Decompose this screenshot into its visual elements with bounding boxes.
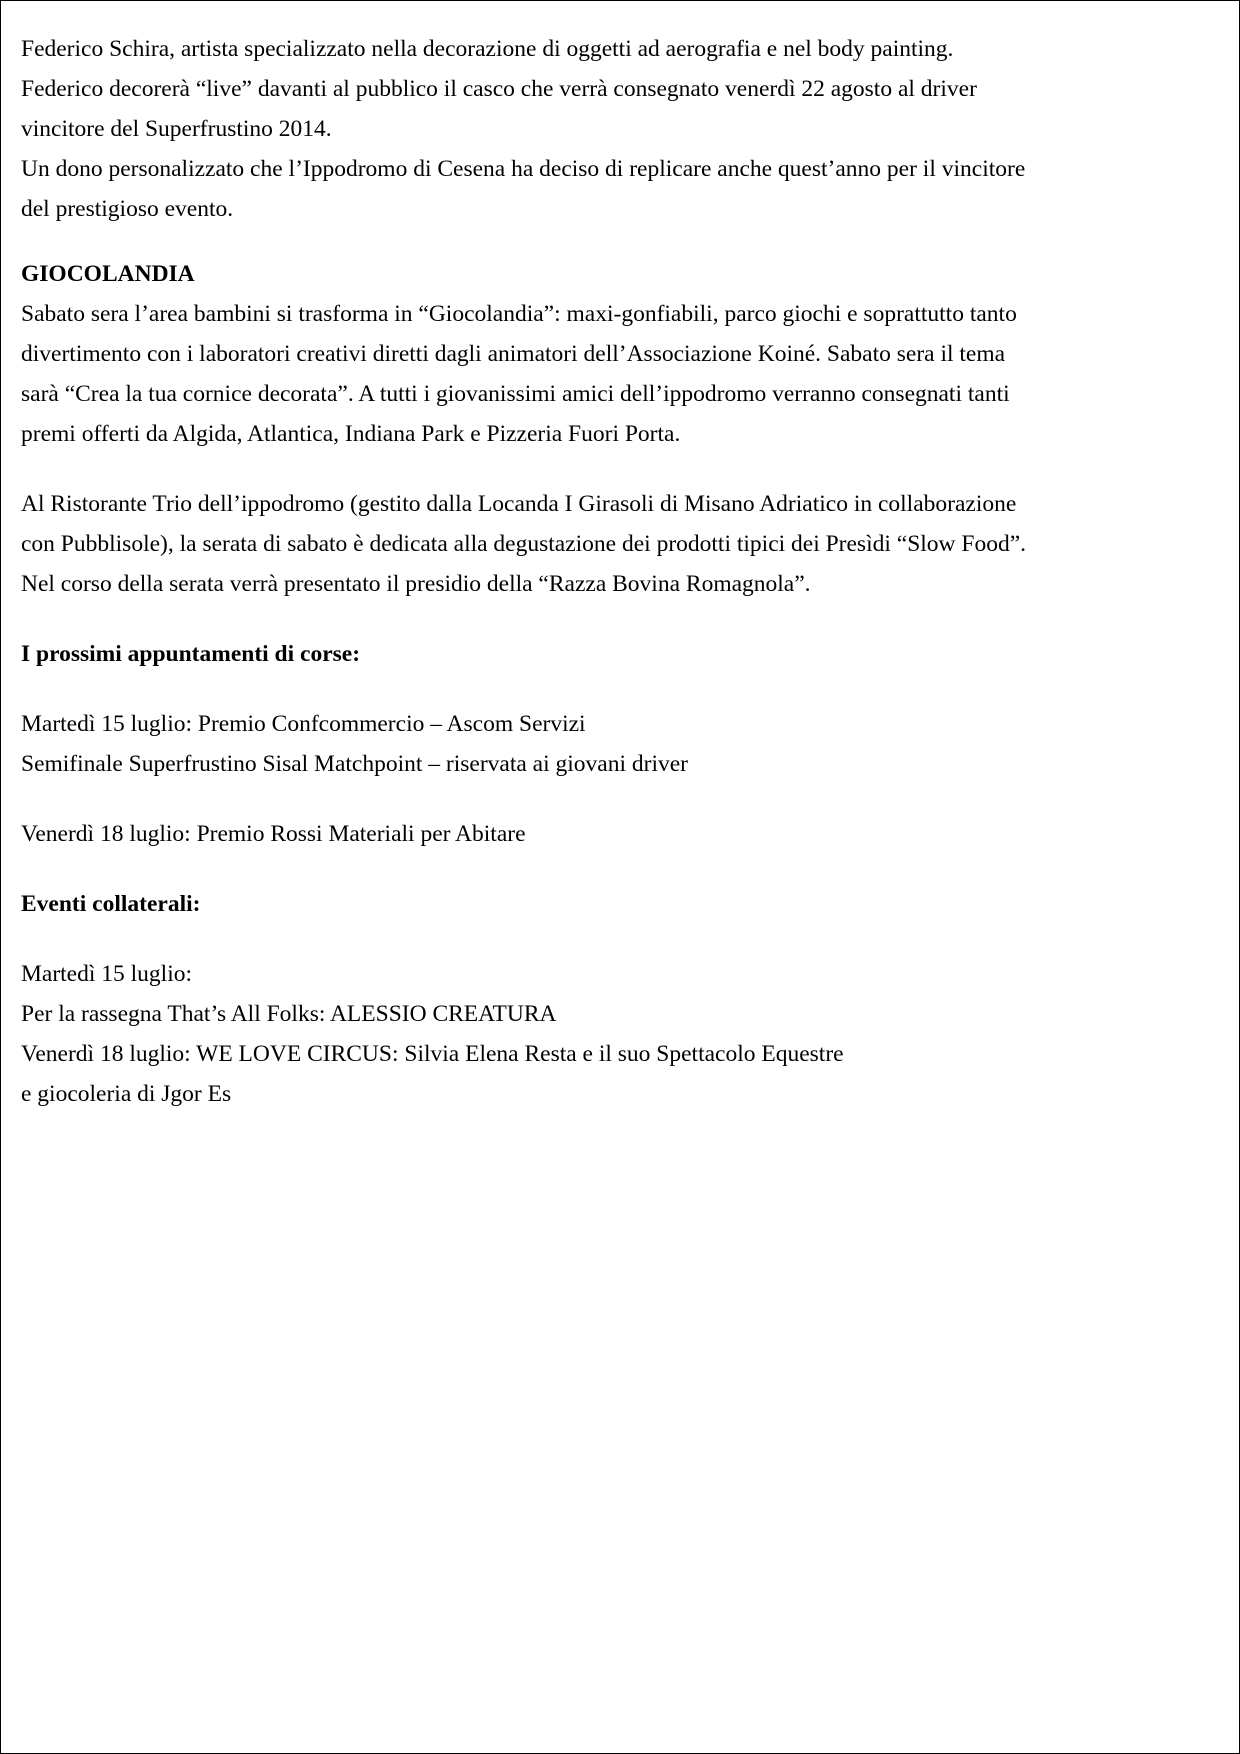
giocolandia-heading: GIOCOLANDIA: [21, 261, 195, 287]
ristorante-line: Nel corso della serata verrà presentato il presidio della “Razza Bovina Romagnola”.: [21, 571, 811, 597]
eventi-item: Martedì 15 luglio:: [21, 961, 193, 987]
corse-heading: I prossimi appuntamenti di corse:: [21, 641, 361, 667]
giocolandia-line: premi offerti da Algida, Atlantica, Indiana Park e Pizzeria Fuori Porta.: [21, 421, 681, 447]
intro-paragraph: [21, 29, 1221, 229]
eventi-section: [21, 884, 1221, 1114]
intro-line: Federico Schira, artista specializzato nella decorazione di oggetti ad aerografia e nel body painting.: [21, 36, 954, 62]
corse-section: [21, 634, 1221, 854]
giocolandia-line: divertimento con i laboratori creativi diretti dagli animatori dell’Associazione Koiné. Sabato sera il tema: [21, 341, 1006, 367]
giocolandia-line: sarà “Crea la tua cornice decorata”. A tutti i giovanissimi amici dell’ippodromo verranno consegnati tanti: [21, 381, 1010, 407]
giocolandia-line: Sabato sera l’area bambini si trasforma in “Giocolandia”: maxi-gonfiabili, parco giochi e soprattutto tanto: [21, 301, 1017, 327]
intro-line: del prestigioso evento.: [21, 196, 234, 222]
corse-item: Semifinale Superfrustino Sisal Matchpoint – riservata ai giovani driver: [21, 751, 688, 777]
intro-line: vincitore del Superfrustino 2014.: [21, 116, 332, 142]
ristorante-line: Al Ristorante Trio dell’ippodromo (gestito dalla Locanda I Girasoli di Misano Adriatico in collaborazione: [21, 491, 1017, 517]
eventi-heading: Eventi collaterali:: [21, 891, 201, 917]
corse-item: Venerdì 18 luglio: Premio Rossi Materiali per Abitare: [21, 821, 526, 847]
intro-line: Federico decorerà “live” davanti al pubblico il casco che verrà consegnato venerdì 22 agosto al driver: [21, 76, 977, 102]
intro-line: Un dono personalizzato che l’Ippodromo di Cesena ha deciso di replicare anche quest’anno per il vincitore: [21, 156, 1026, 182]
eventi-item: e giocoleria di Jgor Es: [21, 1081, 232, 1107]
ristorante-line: con Pubblisole), la serata di sabato è dedicata alla degustazione dei prodotti tipici dei Presìdi “Slow Food”.: [21, 531, 1027, 557]
ristorante-paragraph: [21, 484, 1221, 604]
eventi-item: Per la rassegna That’s All Folks: ALESSIO CREATURA: [21, 1001, 557, 1027]
document-body: [21, 29, 1221, 1114]
eventi-item: Venerdì 18 luglio: WE LOVE CIRCUS: Silvia Elena Resta e il suo Spettacolo Equestre: [21, 1041, 844, 1067]
giocolandia-section: [21, 254, 1221, 454]
corse-item: Martedì 15 luglio: Premio Confcommercio – Ascom Servizi: [21, 711, 586, 737]
